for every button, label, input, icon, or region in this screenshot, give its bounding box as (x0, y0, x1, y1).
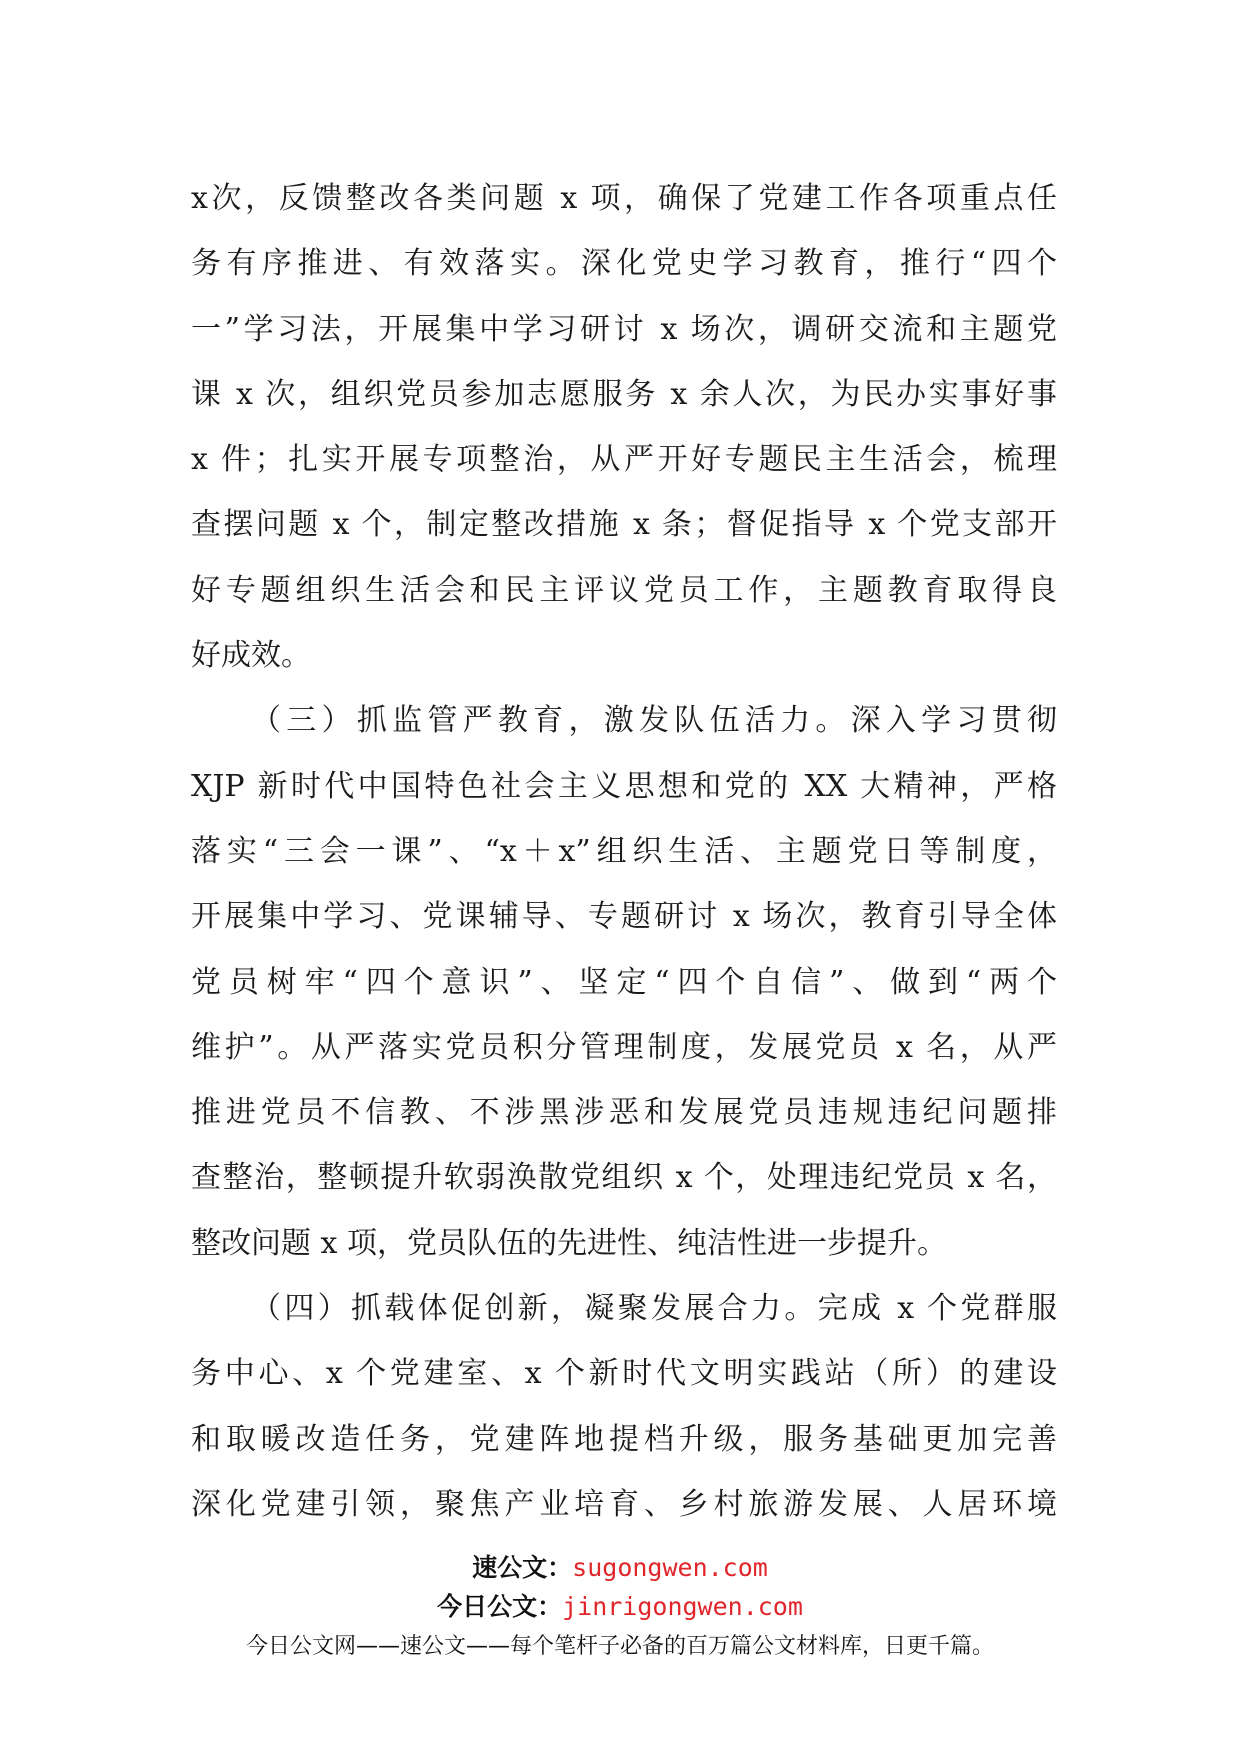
text-line-9: （三）抓监管严教育，激发队伍活力。深入学习贯彻 (251, 703, 1057, 739)
text-line-7: 好专题组织生活会和民主评议党员工作，主题教育取得良 (191, 572, 1057, 608)
text-line-20: 和取暖改造任务，党建阵地提档升级，服务基础更加完善 (191, 1421, 1057, 1457)
text-line-21: 深化党建引领，聚焦产业培育、乡村旅游发展、人居环境 (191, 1486, 1057, 1522)
text-line-12: 开展集中学习、党课辅导、专题研讨 x 场次，教育引导全体 (191, 899, 1057, 935)
text-line-17: 整改问题 x 项，党员队伍的先进性、纯洁性进一步提升。 (191, 1225, 947, 1261)
text-line-1: x次，反馈整改各类问题 x 项，确保了党建工作各项重点任 (191, 181, 1057, 216)
document-body (191, 166, 1057, 1537)
footer-slogan: 今日公文网——速公文——每个笔杆子必备的百万篇公文材料库，日更千篇。 (245, 1634, 994, 1659)
text-line-16: 查整治，整顿提升软弱涣散党组织 x 个，处理违纪党员 x 名， (191, 1160, 1057, 1196)
text-line-2: 务有序推进、有效落实。深化党史学习教育，推行“四个 (191, 246, 1057, 282)
text-line-8: 好成效。 (191, 638, 311, 674)
text-line-13: 党员树牢“四个意识”、坚定“四个自信”、做到“两个 (191, 964, 1057, 1000)
footer-sugongwen-label: 速公文： (472, 1553, 573, 1582)
text-line-19: 务中心、x 个党建室、x 个新时代文明实践站（所）的建设 (191, 1356, 1057, 1392)
footer-jinrigongwen-label: 今日公文： (437, 1592, 563, 1621)
footer-jinrigongwen-link[interactable]: jinrigongwen.com (562, 1592, 803, 1621)
footer-jinrigongwen (0, 1590, 1240, 1624)
text-line-18: （四）抓载体促创新，凝聚发展合力。完成 x 个党群服 (251, 1291, 1057, 1327)
footer-sugongwen-link[interactable]: sugongwen.com (572, 1553, 768, 1582)
text-line-14: 维护”。从严落实党员积分管理制度，发展党员 x 名，从严 (191, 1029, 1057, 1065)
text-line-5: x 件；扎实开展专项整治，从严开好专题民主生活会，梳理 (191, 442, 1057, 478)
text-line-3: 一”学习法，开展集中学习研讨 x 场次，调研交流和主题党 (191, 311, 1057, 347)
text-line-11: 落实“三会一课”、“x＋x”组织生活、主题党日等制度， (191, 833, 1057, 869)
text-line-6: 查摆问题 x 个，制定整改措施 x 条；督促指导 x 个党支部开 (191, 507, 1057, 543)
text-line-10: XJP 新时代中国特色社会主义思想和党的 XX 大精神，严格 (191, 768, 1057, 804)
footer-sugongwen (0, 1551, 1240, 1585)
text-line-15: 推进党员不信教、不涉黑涉恶和发展党员违规违纪问题排 (191, 1095, 1057, 1131)
text-line-4: 课 x 次，组织党员参加志愿服务 x 余人次，为民办实事好事 (191, 376, 1057, 412)
